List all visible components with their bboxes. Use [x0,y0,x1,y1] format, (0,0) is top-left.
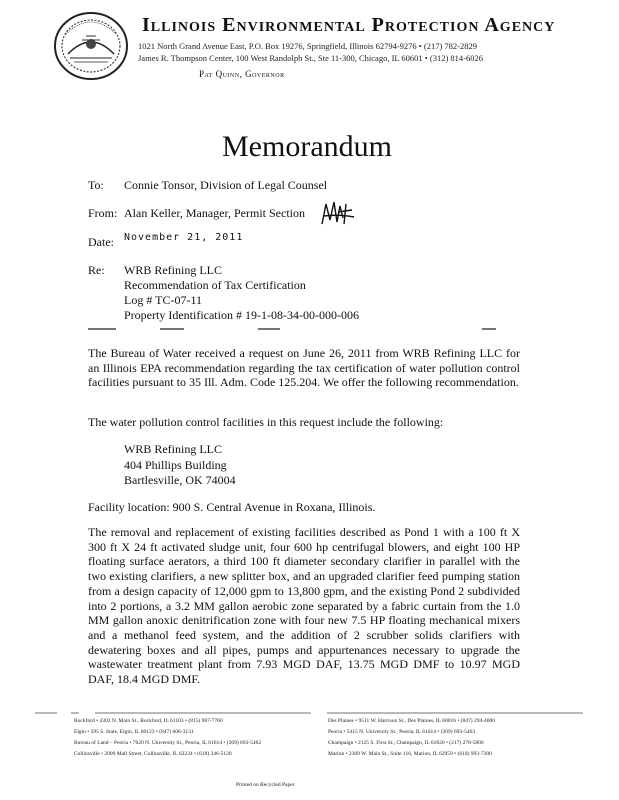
footer-office: Collinsville • 2009 Mall Street, Collinsville, IL 62234 • (618) 346-5120 [74,751,232,757]
date-label: Date: [88,235,114,249]
footer-offices-left [74,716,261,760]
agency-address-springfield: 1021 North Grand Avenue East, P.O. Box 19276, Springfield, Illinois 62794-9276 • (217) 782-2829 [138,41,478,51]
signature-initials [318,198,358,228]
state-seal-logo [52,10,130,82]
address-line: 404 Phillips Building [124,457,227,472]
re-line: WRB Refining LLC [124,263,222,277]
date-value: November 21, 2011 [124,232,244,243]
address-line: Bartlesville, OK 74004 [124,473,236,487]
re-block [124,263,359,323]
address-line: WRB Refining LLC [124,442,222,456]
from-label: From: [88,206,118,220]
memo-title: Memorandum [222,130,392,163]
footer-office: Rockford • 4302 N. Main St., Rockford, IL 61103 • (815) 987-7760 [74,718,223,724]
re-line: Log # TC-07-11 [124,293,202,307]
applicant-address [124,442,236,489]
re-line: Property Identification # 19-1-08-34-00-000-006 [124,308,359,322]
footer-office: Elgin • 595 S. State, Elgin, IL 60123 • (847) 608-3131 [74,729,194,735]
governor-name: Pat Quinn, Governor [199,69,285,79]
footer-office: Champaign • 2125 S. First St., Champaign, IL 61820 • (217) 278-5800 [328,740,484,746]
agency-name: Illinois Environmental Protection Agency [142,14,556,36]
to-label: To: [88,178,104,192]
body-paragraph-request: The Bureau of Water received a request on June 26, 2011 from WRB Refining LLC for an Illinois EPA recommendation regarding the tax certification of water pollution control facilities pursuant to 35 Ill. Adm. Code 125.204. We offer the following recommendation. [88,346,520,390]
footer-office: Peoria • 5415 N. University St., Peoria, IL 61614 • (309) 693-5463 [328,729,476,735]
footer-office: Bureau of Land – Peoria • 7620 N. University St., Peoria, IL 61614 • (309) 693-5462 [74,740,262,746]
from-value: Alan Keller, Manager, Permit Section [124,206,305,220]
re-label: Re: [88,263,105,277]
re-line: Recommendation of Tax Certification [124,278,306,292]
footer-offices-right [328,716,495,760]
footer-office: Marion • 2309 W. Main St., Suite 116, Marion, IL 62959 • (618) 993-7200 [328,751,492,757]
facility-location: Facility location: 900 S. Central Avenue in Roxana, Illinois. [88,500,376,514]
body-paragraph-facilities: The water pollution control facilities in this request include the following: [88,415,444,429]
to-value: Connie Tonsor, Division of Legal Counsel [124,178,328,192]
recycled-paper-note: Printed on Recycled Paper [236,782,295,788]
body-paragraph-description: The removal and replacement of existing facilities described as Pond 1 with a 100 ft X 300 ft X 24 ft activated sludge unit, four 600 hp centrifugal blowers, and eight 100 HP floating surface aerators, a third 100 ft diameter secondary clarifier in parallel with the two existing clarifiers, a new splitter box, and an upgraded clarifier feed pumping station from a design capacity of 12,000 gpm to 13,800 gpm, and the existing Pond 2 subdivided into 2 portions, a 3.2 MM gallon aerobic zone separated by a fabric curtain from the 1.0 MM gallon anoxic denitrification zone with four new 7.5 HP floating mechanical mixers and a methanol feed system, and the addition of 2 scrubber solids clarifiers with dewatering boxes and all pipes, pumps and appurtenances necessary to upgrade the wastewater treatment plant from 7.93 MGD DAF, 13.75 MGD DMF to 10.97 MGD DAF, 18.4 MGD DMF. [88,525,520,687]
footer-office: Des Plaines • 9511 W. Harrison St., Des Plaines, IL 60016 • (847) 294-4000 [328,718,496,724]
separator-dashes [88,326,496,332]
agency-address-chicago: James R. Thompson Center, 100 West Randolph St., Ste 11-300, Chicago, IL 60601 • (312) 814-6026 [138,53,483,63]
